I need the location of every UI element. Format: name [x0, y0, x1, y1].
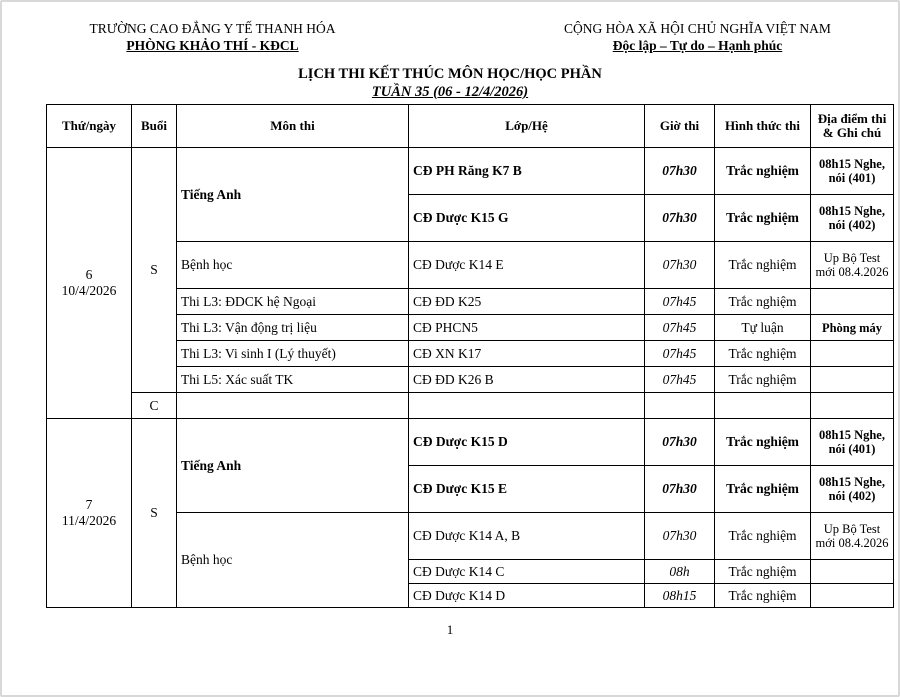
time-cell: 07h45 — [645, 341, 715, 367]
empty-cell — [177, 393, 409, 419]
date: 10/4/2026 — [61, 283, 117, 298]
time-cell: 07h30 — [645, 195, 715, 242]
col-header-time: Giờ thi — [645, 105, 715, 148]
col-header-day: Thứ/ngày — [47, 105, 132, 148]
country-name: CỘNG HÒA XÃ HỘI CHỦ NGHĨA VIỆT NAM — [564, 21, 831, 36]
motto: Độc lập – Tự do – Hạnh phúc — [612, 38, 783, 53]
day-cell — [47, 419, 132, 608]
class-cell: CĐ Dược K14 E — [409, 242, 645, 289]
department-name: PHÒNG KHẢO THÍ - KĐCL — [126, 38, 299, 53]
national-header — [525, 20, 870, 54]
form-cell: Tự luận — [715, 315, 811, 341]
class-cell: CĐ Dược K14 A, B — [409, 513, 645, 560]
class-cell: CĐ Dược K14 C — [409, 560, 645, 584]
form-cell: Trắc nghiệm — [715, 513, 811, 560]
page-number: 1 — [446, 622, 454, 637]
table-row — [47, 393, 894, 419]
class-cell: CĐ ĐD K25 — [409, 289, 645, 315]
note-cell — [811, 560, 894, 584]
time-cell: 07h45 — [645, 315, 715, 341]
class-cell: CĐ XN K17 — [409, 341, 645, 367]
note-cell: Up Bộ Test mới 08.4.2026 — [811, 242, 894, 289]
form-cell: Trắc nghiệm — [715, 466, 811, 513]
class-cell: CĐ ĐD K26 B — [409, 367, 645, 393]
time-cell: 07h30 — [645, 419, 715, 466]
header-row — [47, 105, 894, 148]
form-cell: Trắc nghiệm — [715, 419, 811, 466]
form-cell: Trắc nghiệm — [715, 367, 811, 393]
subject-cell: Thi L3: Vi sinh I (Lý thuyết) — [177, 341, 409, 367]
note-cell: 08h15 Nghe, nói (402) — [811, 195, 894, 242]
note-cell — [811, 584, 894, 608]
form-cell: Trắc nghiệm — [715, 242, 811, 289]
time-cell: 08h — [645, 560, 715, 584]
note-cell: 08h15 Nghe, nói (401) — [811, 419, 894, 466]
school-name: TRƯỜNG CAO ĐẲNG Y TẾ THANH HÓA — [89, 21, 336, 36]
subject-cell: Bệnh học — [177, 242, 409, 289]
day-cell — [47, 148, 132, 419]
session-cell: C — [132, 393, 177, 419]
col-header-class: Lớp/Hệ — [409, 105, 645, 148]
time-cell: 07h30 — [645, 148, 715, 195]
note-cell: 08h15 Nghe, nói (402) — [811, 466, 894, 513]
col-header-form: Hình thức thi — [715, 105, 811, 148]
subject-cell: Bệnh học — [177, 513, 409, 608]
time-cell: 08h15 — [645, 584, 715, 608]
exam-schedule-table — [46, 104, 894, 608]
form-cell: Trắc nghiệm — [715, 148, 811, 195]
date: 11/4/2026 — [61, 513, 117, 528]
time-cell: 07h30 — [645, 513, 715, 560]
subject-cell: Thi L3: ĐDCK hệ Ngoại — [177, 289, 409, 315]
class-cell: CĐ Dược K15 D — [409, 419, 645, 466]
table-row — [47, 419, 894, 466]
note-cell: 08h15 Nghe, nói (401) — [811, 148, 894, 195]
session-cell: S — [132, 419, 177, 608]
empty-cell — [645, 393, 715, 419]
class-cell: CĐ Dược K15 G — [409, 195, 645, 242]
time-cell: 07h45 — [645, 289, 715, 315]
subject-cell: Tiếng Anh — [177, 419, 409, 513]
time-cell: 07h45 — [645, 367, 715, 393]
time-cell: 07h30 — [645, 466, 715, 513]
note-cell: Phòng máy — [811, 315, 894, 341]
form-cell: Trắc nghiệm — [715, 195, 811, 242]
note-cell — [811, 289, 894, 315]
empty-cell — [811, 393, 894, 419]
empty-cell — [409, 393, 645, 419]
school-header — [70, 20, 355, 54]
note-cell: Up Bộ Test mới 08.4.2026 — [811, 513, 894, 560]
form-cell: Trắc nghiệm — [715, 560, 811, 584]
subject-cell: Thi L5: Xác suất TK — [177, 367, 409, 393]
time-cell: 07h30 — [645, 242, 715, 289]
document-title: LỊCH THI KẾT THÚC MÔN HỌC/HỌC PHẦN — [298, 66, 602, 82]
class-cell: CĐ Dược K14 D — [409, 584, 645, 608]
class-cell: CĐ PHCN5 — [409, 315, 645, 341]
form-cell: Trắc nghiệm — [715, 584, 811, 608]
col-header-location: Địa điểm thi & Ghi chú — [811, 105, 894, 148]
session-cell: S — [132, 148, 177, 393]
form-cell: Trắc nghiệm — [715, 341, 811, 367]
col-header-subject: Môn thi — [177, 105, 409, 148]
note-cell — [811, 367, 894, 393]
col-header-session: Buổi — [132, 105, 177, 148]
document-subtitle: TUẦN 35 (06 - 12/4/2026) — [371, 84, 529, 100]
class-cell: CĐ PH Răng K7 B — [409, 148, 645, 195]
empty-cell — [715, 393, 811, 419]
form-cell: Trắc nghiệm — [715, 289, 811, 315]
class-cell: CĐ Dược K15 E — [409, 466, 645, 513]
subject-cell: Thi L3: Vận động trị liệu — [177, 315, 409, 341]
note-cell — [811, 341, 894, 367]
table-row — [47, 148, 894, 195]
weekday: 7 — [85, 497, 93, 512]
weekday: 6 — [85, 267, 93, 282]
subject-cell: Tiếng Anh — [177, 148, 409, 242]
